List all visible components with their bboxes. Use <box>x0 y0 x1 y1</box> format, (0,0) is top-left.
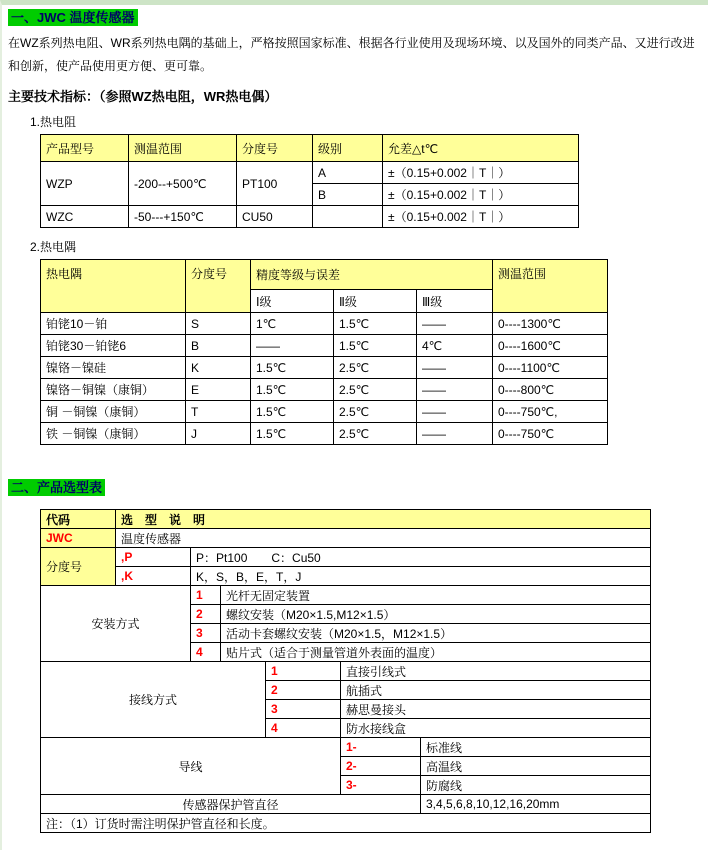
sel-option-code: 2- <box>341 757 421 776</box>
rtd-cell-model: WZP <box>41 162 129 206</box>
sel-option-description: 高温线 <box>421 757 651 776</box>
rtd-row-wzp-a <box>41 162 579 184</box>
sel-option-code: 1 <box>266 662 341 681</box>
sel-option-description: 贴片式（适合于测量管道外表面的温度） <box>221 643 651 662</box>
tc-row <box>41 379 608 401</box>
tc-cell-range: 0----750℃ <box>493 423 608 445</box>
tc-cell-range: 0----1300℃ <box>493 313 608 335</box>
tc-cell-grade1: 1.5℃ <box>251 357 334 379</box>
sel-header-row <box>41 510 651 529</box>
tc-cell-grade1: 1℃ <box>251 313 334 335</box>
rtd-header-range: 测温范围 <box>129 135 237 162</box>
sel-option-description: P：Pt100 C：Cu50 <box>191 548 651 567</box>
tc-cell-grade2: 2.5℃ <box>334 423 417 445</box>
tc-cell-grade1: 1.5℃ <box>251 423 334 445</box>
sel-header-code: 代码 <box>41 510 116 529</box>
tc-cell-name: 铂铑10－铂 <box>41 313 186 335</box>
tc-cell-grade2: 1.5℃ <box>334 335 417 357</box>
sel-model-description: 温度传感器 <box>116 529 651 548</box>
tc-row <box>41 401 608 423</box>
tc-row <box>41 357 608 379</box>
sel-option-code: 2 <box>191 605 221 624</box>
tc-cell-range: 0----750℃, <box>493 401 608 423</box>
tc-cell-grade1: 1.5℃ <box>251 379 334 401</box>
rtd-section-label: 1.热电阻 <box>30 115 77 129</box>
tc-row <box>41 335 608 357</box>
product-selection-table <box>40 509 651 833</box>
rtd-header-level: 级别 <box>313 135 383 162</box>
sel-note-row <box>41 814 651 833</box>
sel-graduation-row <box>41 548 651 567</box>
sel-option-code: ,K <box>116 567 191 586</box>
sel-option-description: 防腐线 <box>421 776 651 795</box>
tc-cell-grade2: 2.5℃ <box>334 379 417 401</box>
tc-cell-grade3: —— <box>417 401 493 423</box>
tc-cell-graduation: K <box>186 357 251 379</box>
rtd-header-row <box>41 135 579 162</box>
sel-diameter-value: 3,4,5,6,8,10,12,16,20mm <box>421 795 651 814</box>
thermocouple-section-label: 2.热电隅 <box>30 240 77 254</box>
tc-header-accuracy: 精度等级与误差 <box>251 260 493 290</box>
sel-wiring-label: 接线方式 <box>41 662 266 738</box>
sel-diameter-label: 传感器保护管直径 <box>41 795 421 814</box>
sel-model-row <box>41 529 651 548</box>
tc-cell-name: 镍铬－镍硅 <box>41 357 186 379</box>
tc-header-graduation: 分度号 <box>186 260 251 313</box>
section-title-jwc-sensor: 一、JWC 温度传感器 <box>8 9 138 26</box>
tc-header-range: 测温范围 <box>493 260 608 313</box>
rtd-cell-range: -200--+500℃ <box>129 162 237 206</box>
tc-cell-grade2: 1.5℃ <box>334 313 417 335</box>
spec-heading: 主要技术指标：（参照WZ热电阻，WR热电偶） <box>8 89 278 104</box>
tc-cell-grade1: —— <box>251 335 334 357</box>
rtd-cell-level <box>313 206 383 228</box>
tc-cell-graduation: B <box>186 335 251 357</box>
tc-cell-graduation: S <box>186 313 251 335</box>
sel-option-code: 3 <box>191 624 221 643</box>
rtd-cell-range: -50---+150℃ <box>129 206 237 228</box>
tc-row <box>41 423 608 445</box>
sel-diameter-row <box>41 795 651 814</box>
sel-option-code: 1- <box>341 738 421 757</box>
tc-cell-name: 铜 －铜镍（康铜） <box>41 401 186 423</box>
tc-cell-range: 0----1600℃ <box>493 335 608 357</box>
rtd-cell-tolerance: ±（0.15+0.002｜T｜） <box>383 162 579 184</box>
tc-cell-range: 0----800℃ <box>493 379 608 401</box>
tc-cell-grade3: —— <box>417 357 493 379</box>
sel-mounting-row <box>41 586 651 605</box>
sel-option-code: 1 <box>191 586 221 605</box>
tc-cell-name: 镍铬－铜镍（康铜） <box>41 379 186 401</box>
rtd-header-tolerance: 允差△t℃ <box>383 135 579 162</box>
sel-option-code: ,P <box>116 548 191 567</box>
sel-option-description: 赫思曼接头 <box>341 700 651 719</box>
rtd-row-wzc <box>41 206 579 228</box>
tc-cell-range: 0----1100℃ <box>493 357 608 379</box>
tc-cell-grade2: 2.5℃ <box>334 401 417 423</box>
sel-option-code: 3- <box>341 776 421 795</box>
sel-lead-row <box>41 738 651 757</box>
sel-option-code: 3 <box>266 700 341 719</box>
tc-cell-name: 铂铑30－铂铑6 <box>41 335 186 357</box>
product-document-page <box>2 5 708 833</box>
rtd-cell-level: B <box>313 184 383 206</box>
rtd-cell-graduation: PT100 <box>237 162 313 206</box>
sel-option-code: 2 <box>266 681 341 700</box>
rtd-table <box>40 134 579 228</box>
tc-header-row-1 <box>41 260 608 290</box>
sel-option-description: 光杆无固定装置 <box>221 586 651 605</box>
tc-cell-graduation: E <box>186 379 251 401</box>
rtd-cell-tolerance: ±（0.15+0.002｜T｜） <box>383 184 579 206</box>
sel-option-description: K，S，B，E，T，J <box>191 567 651 586</box>
section-title-selection-table: 二、产品选型表 <box>8 479 105 496</box>
sel-lead-label: 导线 <box>41 738 341 795</box>
rtd-cell-level: A <box>313 162 383 184</box>
tc-cell-grade3: —— <box>417 379 493 401</box>
sel-option-description: 螺纹安装（M20×1.5,M12×1.5） <box>221 605 651 624</box>
thermocouple-table <box>40 259 608 445</box>
tc-cell-grade3: —— <box>417 423 493 445</box>
sel-option-description: 活动卡套螺纹安装（M20×1.5，M12×1.5） <box>221 624 651 643</box>
tc-header-name: 热电隅 <box>41 260 186 313</box>
sel-wiring-row <box>41 662 651 681</box>
sel-note: 注：（1）订货时需注明保护管直径和长度。 <box>41 814 651 833</box>
rtd-header-model: 产品型号 <box>41 135 129 162</box>
rtd-header-graduation: 分度号 <box>237 135 313 162</box>
tc-subheader-grade3: Ⅲ级 <box>417 290 493 313</box>
tc-subheader-grade1: Ⅰ级 <box>251 290 334 313</box>
sel-option-description: 防水接线盒 <box>341 719 651 738</box>
tc-row <box>41 313 608 335</box>
sel-option-code: 4 <box>191 643 221 662</box>
rtd-cell-graduation: CU50 <box>237 206 313 228</box>
tc-cell-grade3: 4℃ <box>417 335 493 357</box>
tc-cell-name: 铁 －铜镍（康铜） <box>41 423 186 445</box>
tc-cell-grade3: —— <box>417 313 493 335</box>
intro-paragraph: 在WZ系列热电阻、WR系列热电隅的基础上，严格按照国家标准、根据各行业使用及现场环境、以及国外的同类产品、又进行改进和创新，使产品使用更方便、更可靠。 <box>8 36 695 73</box>
tc-subheader-grade2: Ⅱ级 <box>334 290 417 313</box>
sel-graduation-row <box>41 567 651 586</box>
tc-cell-graduation: J <box>186 423 251 445</box>
sel-option-description: 直接引线式 <box>341 662 651 681</box>
sel-graduation-label: 分度号 <box>41 548 116 586</box>
sel-option-code: 4 <box>266 719 341 738</box>
rtd-cell-model: WZC <box>41 206 129 228</box>
sel-header-description: 选 型 说 明 <box>116 510 651 529</box>
sel-option-description: 航插式 <box>341 681 651 700</box>
tc-cell-grade2: 2.5℃ <box>334 357 417 379</box>
sel-option-description: 标准线 <box>421 738 651 757</box>
rtd-cell-tolerance: ±（0.15+0.002｜T｜） <box>383 206 579 228</box>
sel-mounting-label: 安装方式 <box>41 586 191 662</box>
sel-model-code: JWC <box>41 529 116 548</box>
tc-cell-graduation: T <box>186 401 251 423</box>
tc-cell-grade1: 1.5℃ <box>251 401 334 423</box>
